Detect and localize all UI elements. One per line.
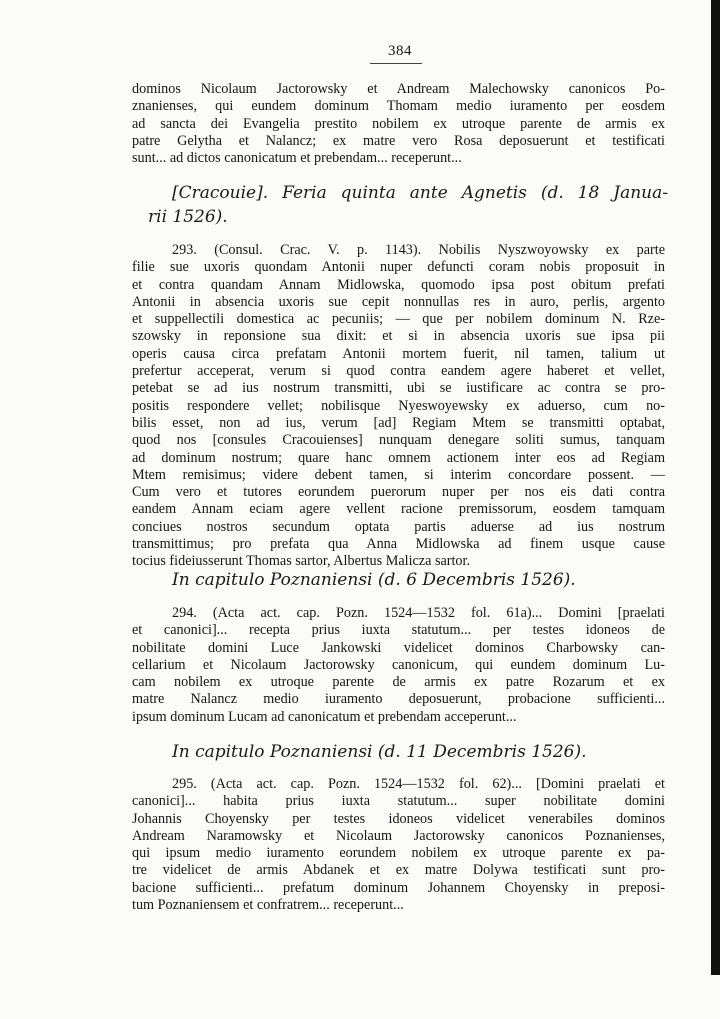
- text-line: sunt... ad dictos canonicatum et prebendam... receperunt...: [132, 150, 462, 167]
- text-line: operis causa circa prefatam Antonii mortem fuerit, nil tamen, talium ut: [132, 345, 665, 362]
- text-line: ipsum dominum Lucam ad canonicatum et prebendam acceperunt...: [132, 708, 517, 725]
- text-line: transmittimus; pro prefata qua Anna Midlowska ad finem usque cause: [132, 536, 665, 553]
- entry-first-line: 293. (Consul. Crac. V. p. 1143). Nobilis Nyszwoyowsky ex parte: [172, 242, 665, 258]
- page-number: 384: [388, 43, 412, 59]
- text-line: positis respondere vellet; nobilisque Nyeswoyewsky ex aduerso, cum no-: [132, 397, 665, 414]
- entry-293: [132, 242, 665, 571]
- text-line: tre videlicet de armis Abdanek et ex matre Dolywa testificati sunt pro-: [132, 862, 665, 879]
- text-line: Antonii in absencia uxoris sue cepit nonnullas res in auro, perlis, argento: [132, 293, 665, 310]
- text-line: canonici]... habita prius iuxta statutum... super nobilitate domini: [132, 793, 665, 810]
- text-line: bacione sufficienti... prefatum dominum Johannem Choyensky in preposi-: [132, 879, 665, 896]
- intro-paragraph: [132, 81, 665, 167]
- text-line: tocius fideiusserunt Thomas sartor, Albertus Malicza sartor.: [132, 553, 471, 570]
- text-line: et contra quandam Annam Midlowska, quomodo ipsa post obitum prefati: [132, 276, 665, 293]
- text-line: bilis esset, non ad ius, verum [ad] Regiam Mtem se transmitti optabat,: [132, 414, 665, 431]
- entry-294: [132, 605, 665, 726]
- text-line: et canonici]... recepta prius iuxta statutum... per testes idoneos de: [132, 622, 665, 639]
- text-line: conciues nostros secundum optata partis aduerse ad ius nostrum: [132, 518, 665, 535]
- page-number-rule: [370, 63, 422, 64]
- text-line: Mtem remisimus; videre debent tamen, si interim concordare possent. —: [132, 466, 665, 483]
- text-line: nobilitate domini Luce Jankowski videlicet dominos Charbowsky can-: [132, 639, 665, 656]
- entry-295: [132, 776, 665, 914]
- text-line: patre Gelytha et Nalancz; ex matre vero Rosa deposuerunt et testificati: [132, 132, 665, 149]
- scan-edge-shadow: [711, 0, 720, 975]
- entry-first-line: 294. (Acta act. cap. Pozn. 1524—1532 fol. 61a)... Domini [praelati: [172, 605, 665, 621]
- text-line: Johannis Choyensky per testes idoneos videlicet venerabiles dominos: [132, 810, 665, 827]
- text-line: prefertur acceperat, verum si quod contra eandem agere haberet et vellet,: [132, 363, 665, 380]
- section-heading-poznaniensi-6-dec: In capitulo Poznaniensi (d. 6 Decembris 1526).: [172, 570, 576, 590]
- text-line: cellarium et Nicolaum Jactorowsky canonicum, qui eundem dominum Lu-: [132, 656, 665, 673]
- text-line: petebat se ad ius nostrum transmitti, ubi se iustificare ac contra se pro-: [132, 380, 665, 397]
- text-line: eandem Annam eciam agere vellent racione premissorum, eosdem tamquam: [132, 501, 665, 518]
- text-line: dominos Nicolaum Jactorowsky et Andream Malechowsky canonicos Po-: [132, 81, 665, 97]
- text-line: ad dominum nostrum; quare hanc omnem actionem inter eos ad Regiam: [132, 449, 665, 466]
- text-line: ad sancta dei Evangelia prestito nobilem ex utroque parente de armis ex: [132, 115, 665, 132]
- section-heading-cracouie: [148, 181, 668, 229]
- text-line: qui ipsum medio iuramento eorundem nobilem ex utroque parente ex pa-: [132, 845, 665, 862]
- text-line: matre Nalancz medio iuramento deposuerunt, probacione sufficienti...: [132, 691, 665, 708]
- text-line: quod nos [consules Cracouienses] nunquam denegare soliti sumus, tanquam: [132, 432, 665, 449]
- heading-line: rii 1526).: [148, 207, 228, 227]
- text-line: cam nobilem ex utroque parente de armis ex patre Rozarum et ex: [132, 674, 665, 691]
- text-line: Cum vero et tutores eorundem puerorum nuper per nos eis dati contra: [132, 484, 665, 501]
- section-heading-poznaniensi-11-dec: In capitulo Poznaniensi (d. 11 Decembris 1526).: [172, 742, 587, 762]
- text-line: filie sue uxoris quondam Antonii nuper defuncti coram nobis proposuit in: [132, 259, 665, 276]
- text-line: et suppellectili domestica ac pecuniis; — que per nobilem dominum N. Rze-: [132, 311, 665, 328]
- heading-line: [Cracouie]. Feria quinta ante Agnetis (d. 18 Janua-: [172, 183, 668, 203]
- entry-first-line: 295. (Acta act. cap. Pozn. 1524—1532 fol. 62)... [Domini praelati et: [172, 776, 665, 792]
- text-line: szowsky in reponsione sua dixit: et si in absencia uxoris sue ipsa pii: [132, 328, 665, 345]
- text-line: tum Poznaniensem et confratrem... receperunt...: [132, 897, 404, 914]
- text-line: Andream Naramowsky et Nicolaum Jactorowsky canonicos Poznanienses,: [132, 827, 665, 844]
- text-line: znanienses, qui eundem dominum Thomam medio iuramento per eosdem: [132, 98, 665, 115]
